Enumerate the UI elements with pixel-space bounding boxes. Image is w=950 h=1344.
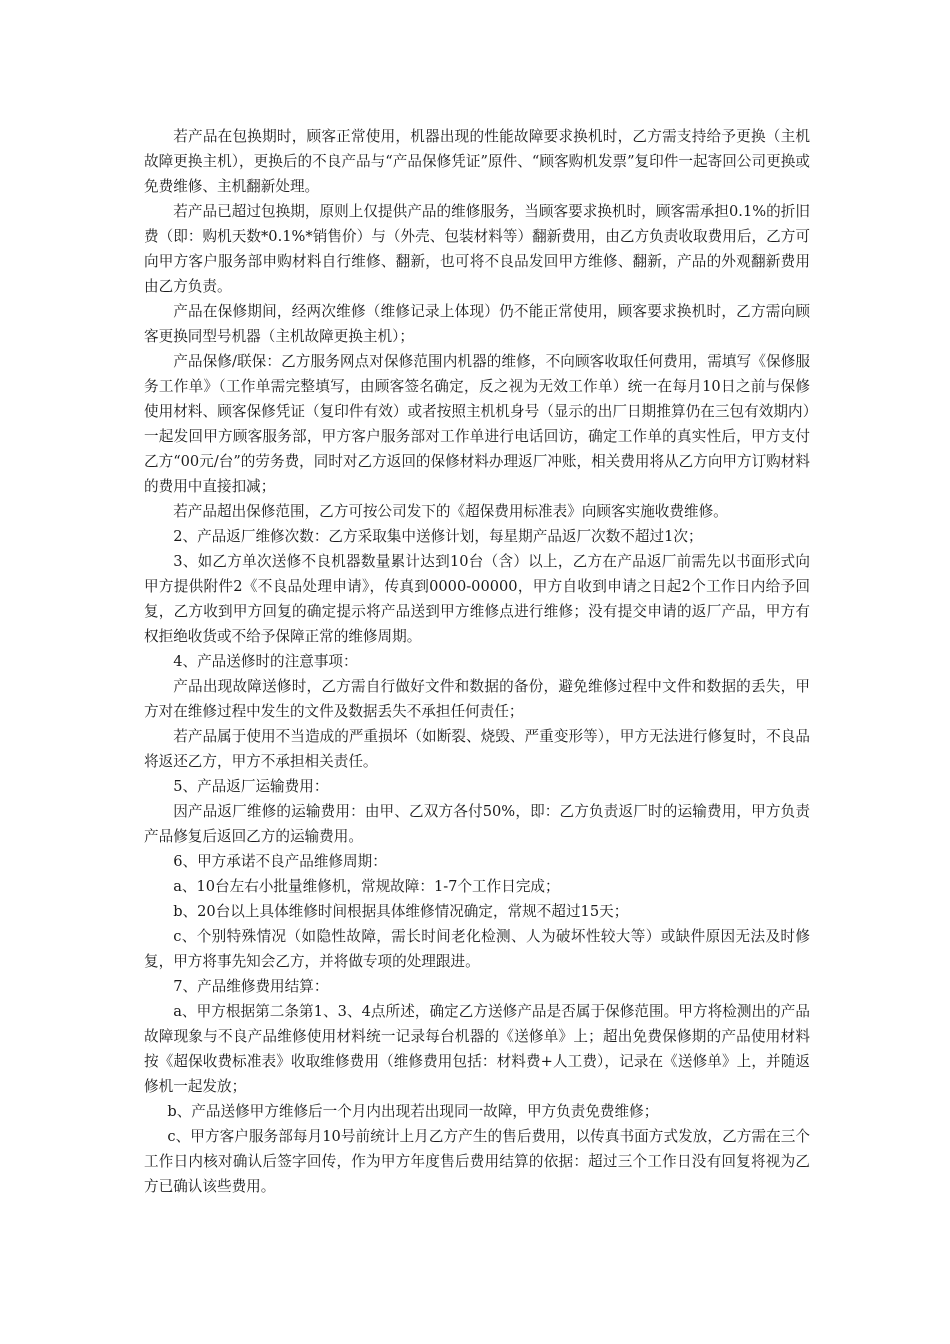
- paragraph-item-5-body: 因产品返厂维修的运输费用：由甲、乙双方各付50%，即：乙方负责返厂时的运输费用，甲方负责产品修复后返回乙方的运输费用。: [144, 803, 810, 845]
- paragraph-warranty-two-repairs: 产品在保修期间，经两次维修（维修记录上体现）仍不能正常使用，顾客要求换机时，乙方需向顾客更换同型号机器（主机故障更换主机）；: [144, 303, 810, 345]
- paragraph-item-6-b: b、20台以上具体维修时间根据具体维修情况确定，常规不超过15天；: [173, 903, 629, 920]
- paragraph-item-2: 2、产品返厂维修次数：乙方采取集中送修计划，每星期产品返厂次数不超过1次；: [173, 528, 703, 545]
- paragraph-item-6-a: a、10台左右小批量维修机，常规故障：1-7个工作日完成；: [173, 878, 560, 895]
- paragraph-item-6-heading: 6、甲方承诺不良产品维修周期：: [173, 853, 387, 870]
- paragraph-item-4-heading: 4、产品送修时的注意事项：: [173, 653, 358, 670]
- paragraph-out-of-warranty: 若产品超出保修范围，乙方可按公司发下的《超保费用标准表》向顾客实施收费维修。: [173, 503, 728, 520]
- document-body: [144, 124, 810, 1199]
- paragraph-item-4-backup: 产品出现故障送修时，乙方需自行做好文件和数据的备份，避免维修过程中文件和数据的丢失，甲方对在维修过程中发生的文件及数据丢失不承担任何责任；: [144, 678, 810, 720]
- paragraph-item-3: 3、如乙方单次送修不良机器数量累计达到10台（含）以上，乙方在产品返厂前需先以书面形式向甲方提供附件2《不良品处理申请》，传真到0000-00000，甲方自收到申请之日起2个工作日内给予回复，乙方收到甲方回复的确定提示将产品送到甲方维修点进行维修；没有提交申请的返厂产品，甲方有权拒绝收货或不给予保障正常的维修周期。: [144, 553, 810, 645]
- paragraph-item-6-c: c、个别特殊情况（如隐性故障，需长时间老化检测、人为破坏性较大等）或缺件原因无法及时修复，甲方将事先知会乙方，并将做专项的处理跟进。: [144, 928, 810, 970]
- paragraph-item-7-c: c、甲方客户服务部每月10号前统计上月乙方产生的售后费用，以传真书面方式发放，乙方需在三个工作日内核对确认后签字回传，作为甲方年度售后费用结算的依据：超过三个工作日没有回复将视为乙方已确认该些费用。: [144, 1128, 810, 1195]
- paragraph-item-7-heading: 7、产品维修费用结算：: [173, 978, 329, 995]
- paragraph-warranty-joint: 产品保修/联保：乙方服务网点对保修范围内机器的维修，不向顾客收取任何费用，需填写《保修服务工作单》（工作单需完整填写，由顾客签名确定，反之视为无效工作单）统一在每月10日之前与保修使用材料、顾客保修凭证（复印件有效）或者按照主机机身号（显示的出厂日期推算仍在三包有效期内）一起发回甲方顾客服务部，甲方客户服务部对工作单进行电话回访，确定工作单的真实性后，甲方支付乙方“00元/台”的劳务费，同时对乙方返回的保修材料办理返厂冲账，相关费用将从乙方向甲方订购材料的费用中直接扣减；: [144, 353, 810, 495]
- paragraph-item-7-a: a、甲方根据第二条第1、3、4点所述，确定乙方送修产品是否属于保修范围。甲方将检测出的产品故障现象与不良产品维修使用材料统一记录每台机器的《送修单》上；超出免费保修期的产品使用材料按《超保收费标准表》收取维修费用（维修费用包括：材料费+人工费），记录在《送修单》上，并随返修机一起发放；: [144, 1003, 810, 1095]
- paragraph-item-5-heading: 5、产品返厂运输费用：: [173, 778, 329, 795]
- paragraph-replacement-period: 若产品在包换期时，顾客正常使用，机器出现的性能故障要求换机时，乙方需支持给予更换（主机故障更换主机），更换后的不良产品与“产品保修凭证”原件、“顾客购机发票”复印件一起寄回公司更换或免费维修、主机翻新处理。: [144, 128, 810, 195]
- paragraph-after-replacement-period: 若产品已超过包换期，原则上仅提供产品的维修服务，当顾客要求换机时，顾客需承担0.1%的折旧费（即：购机天数*0.1%*销售价）与（外壳、包装材料等）翻新费用，由乙方负责收取费用后，乙方可向甲方客户服务部申购材料自行维修、翻新，也可将不良品发回甲方维修、翻新，产品的外观翻新费用由乙方负责。: [144, 203, 810, 295]
- paragraph-item-7-b: b、产品送修甲方维修后一个月内出现若出现同一故障，甲方负责免费维修；: [167, 1103, 659, 1120]
- paragraph-item-4-damage: 若产品属于使用不当造成的严重损坏（如断裂、烧毁、严重变形等），甲方无法进行修复时，不良品将返还乙方，甲方不承担相关责任。: [144, 728, 810, 770]
